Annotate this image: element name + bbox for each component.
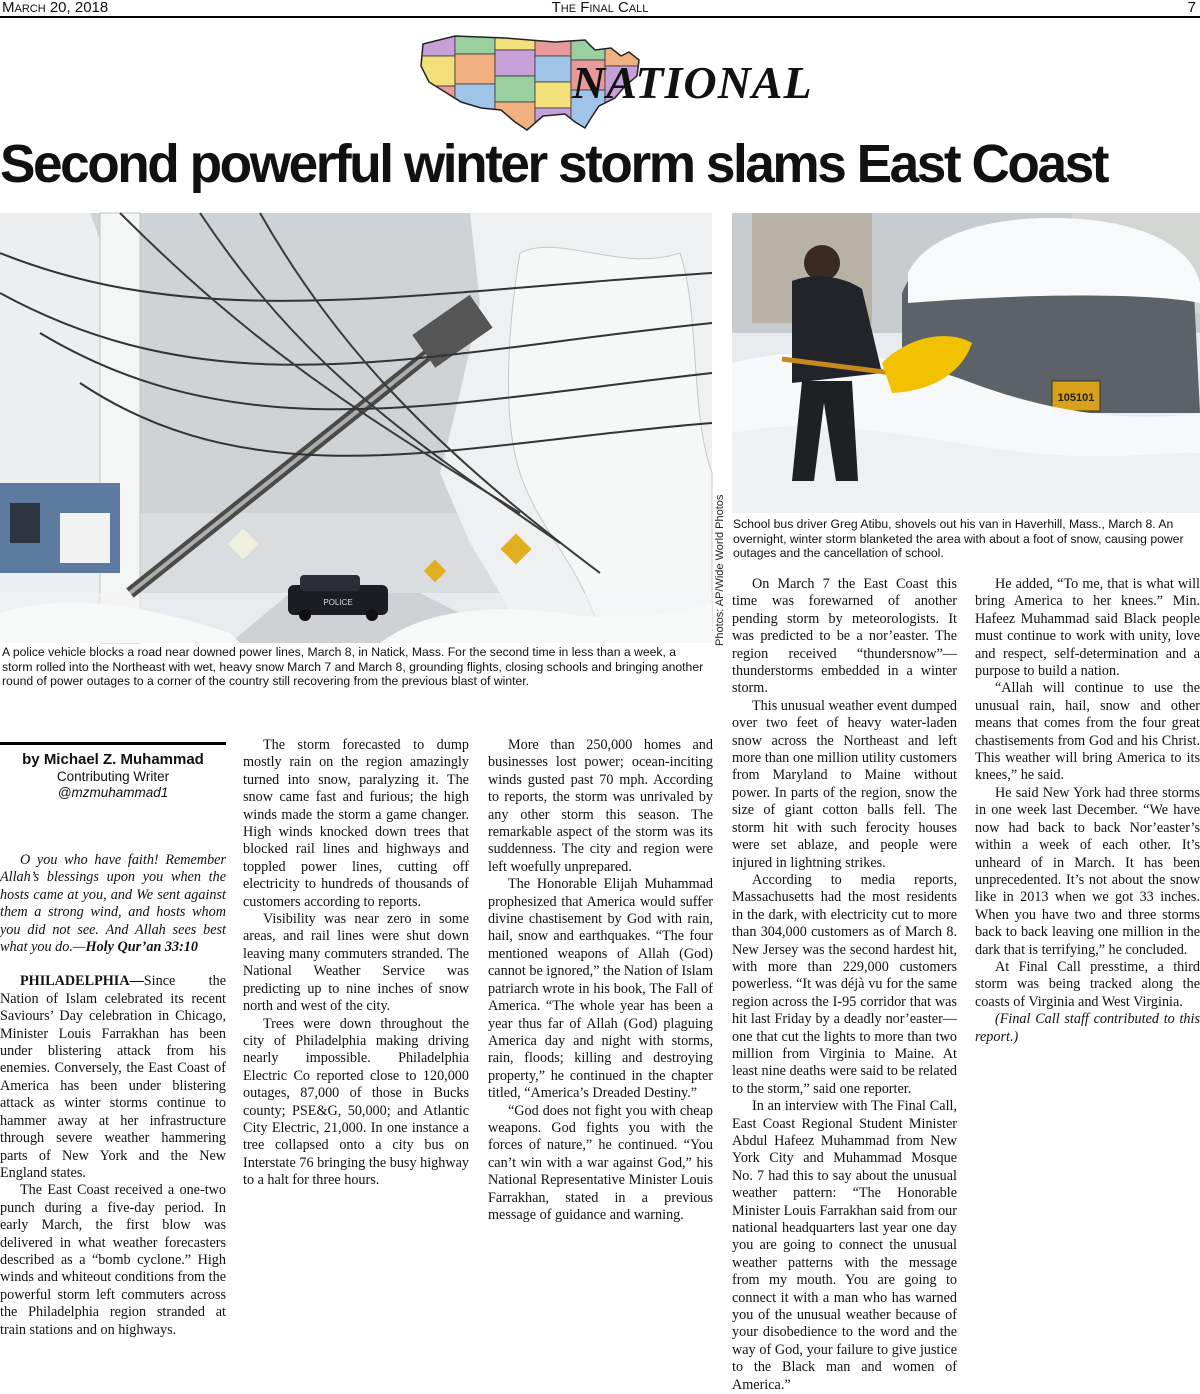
epigraph-source: Holy Qur’an 33:10 (85, 939, 198, 956)
section-title: NATIONAL (572, 57, 813, 108)
article-column-3 (488, 737, 713, 1224)
article-column-5 (975, 576, 1200, 1046)
article-column-2 (243, 737, 469, 1190)
photo-credit-text: Photos: AP/Wide World Photos (714, 494, 726, 646)
article-paragraph: More than 250,000 homes and businesses lost power; ocean-inciting winds gusted past 70 mph. According to reports, the storm was unrivaled by any other storm this season. The remarkable aspect of the storm was its suddenness. The city and region were left woefully unprepared. (488, 737, 713, 875)
epigraph (0, 852, 226, 956)
article-paragraph: “Allah will continue to use the unusual rain, hail, snow and other means that comes from the four great chastisements from God and his Christ. This weather will bring America to its knees,” he said. (975, 680, 1200, 784)
article-paragraph: This unusual weather event dumped over two feet of heavy water-laden snow across the Northeast and left more than one million utility customers from Maryland to Maine without power. In parts of the region, snow the size of giant cotton balls fell. The storm hit with such ferocity houses were set ablaze, and people were injured in lightning strikes. (732, 697, 957, 871)
article-paragraph: According to media reports, Massachusetts had the most residents in the dark, with electricity cut to more than 304,000 customers as of March 8. New Jersey was the second hardest hit, with more than 229,000 customers powerless. “It was déjà vu for the same region across the I-95 corridor that was hit last Friday by a deadly nor’easter—one that cut the lights to more than two million from Virginia to Maine. At least nine deaths were said to be related to the storm,” said one reporter. (732, 871, 957, 1097)
article-paragraph: The storm forecasted to dump mostly rain on the region amazingly turned into snow, paralyzing it. The snow came fast and furious; the high winds made the storm a game changer. High winds knocked down trees that blocked rail lines and highways and toppled power lines, cutting off electricity to hundreds of thousands of customers according to reports. (243, 737, 469, 910)
dateline: PHILADELPHIA— (20, 973, 144, 990)
issue-date: March 20, 2018 (2, 0, 109, 16)
article-paragraph: Visibility was near zero in some areas, and rail lines were shut down leaving many commuters stranded. The National Weather Service was predicting up to nine inches of snow north and west of the city. (243, 911, 469, 1015)
byline (0, 742, 226, 801)
article-paragraph: “God does not fight you with cheap weapons. God fights you with the forces of nature,” he continued. “You can’t win with a war against God,” his National Representative Minister Louis Farrakhan, stated in a previous message of guidance and warning. (488, 1102, 713, 1223)
photo-credit (712, 380, 730, 660)
caption-left: A police vehicle blocks a road near downed power lines, March 8, in Natick, Mass. For the second time in less than a week, a storm rolled into the Northeast with wet, heavy snow March 7 and March 8, grounding flights, closing schools and bringing another round of power outages to a corner of the country still recovering from the previous blast of winter. (2, 645, 704, 688)
headline: Second powerful winter storm slams East Coast (0, 134, 1107, 194)
photo-downed-power-lines (0, 213, 712, 643)
article-column-1 (0, 852, 226, 1339)
page-number: 7 (1187, 0, 1196, 16)
article-paragraph: The East Coast received a one-two punch during a five-day period. In early March, the first blow was delivered in what weather forecasters described as a “bomb cyclone.” High winds and whiteout conditions from the powerful storm left commuters across the Philadelphia region stranded at train stations and on highways. (0, 1182, 226, 1338)
article-column-4 (732, 576, 957, 1394)
epigraph-text: O you who have faith! Remember Allah’s blessings upon you when the hosts came at you, and We sent against them a strong wind, and hosts whom you did not see. And Allah sees best what you do.— (0, 852, 226, 956)
paragraph-text: Since the Nation of Islam celebrated its recent Saviours’ Day celebration in Chicago, Minister Louis Farrakhan has been under blistering attack from his enemies. Conversely, the East Coast of America has been under blistering attack as winter storms continue to hammer away at her infrastructure through severe weather hammering parts of New York and the New England states. (0, 973, 226, 1181)
contributor-note: (Final Call staff contributed to this report.) (975, 1011, 1200, 1045)
svg-text:POLICE: POLICE (323, 598, 353, 607)
article-paragraph: The Honorable Elijah Muhammad prophesized that America would suffer divine chastisement by God with rain, hail, snow and earthquakes. “The four mentioned weapons of Allah (God) cannot be ignored,” the Nation of Islam patriarch wrote in his book, The Fall of America. “The whole year has been a year thus far of Allah (God) plaguing America day and night with storms, rain, floods; killing and destroying property,” he continued in the chapter titled, “America’s Dreaded Destiny.” (488, 876, 713, 1102)
photo-shoveling-van (732, 213, 1200, 513)
article-paragraph: At Final Call presstime, a third storm was being tracked along the coasts of Virginia and West Virginia. (975, 958, 1200, 1010)
author-handle: @mzmuhammad1 (57, 785, 169, 800)
article-paragraph: Trees were down throughout the city of Philadelphia making driving nearly impossible. Philadelphia Electric Co reported close to 120,000 outages, 87,000 of those in Bucks county; PSE&G, 50,000; and Atlantic City Electric, 21,000. In one instance a tree collapsed onto a city bus on Interstate 76 bringing the busy highway to a halt for three hours. (243, 1015, 469, 1189)
author-name: by Michael Z. Muhammad (22, 751, 204, 768)
folio-bar (0, 0, 1200, 18)
caption-right: School bus driver Greg Atibu, shovels out his van in Haverhill, Mass., March 8. An overnight, winter storm blanketed the area with about a foot of snow, causing power outages and the cancellation of school. (733, 517, 1184, 560)
article-paragraph: He added, “To me, that is what will bring America to her knees.” Min. Hafeez Muhammad said Black people must continue to work with unity, love and respect, self-determination and a purpose to build a nation. (975, 576, 1200, 680)
svg-text:105101: 105101 (1057, 392, 1095, 404)
article-paragraph: In an interview with The Final Call, East Coast Regional Student Minister Abdul Hafeez Muhammad from New York City and Muhammad Mosque No. 7 had this to say about the unusual weather pattern: “The Honorable Minister Louis Farrakhan said from our national headquarters last year one day you are going to connect the unusual weather patterns with the message from my mouth. You are going to connect it with a man who has warned you of the unusual weather because of your disobedience to the word and the way of God, your failure to give justice to the Black man and women of America.” (732, 1098, 957, 1393)
article-paragraph: He said New York had three storms in one week last December. “We have now had back to back Nor’easter’s within a week of each other. It’s unheard of in March. It has been unprecedented. It’s not about the snow like in 2013 when we got 33 inches. When you have two and three storms back to back leaving one million in the dark that is terrifying,” he concluded. (975, 784, 1200, 958)
newspaper-name: The Final Call (551, 0, 649, 16)
article-paragraph (0, 973, 226, 1182)
author-role: Contributing Writer (56, 769, 170, 784)
article-paragraph: On March 7 the East Coast this time was forewarned of another pending storm by meteorologists. It was predicted to be a nor’easter. The region received “thundersnow”—thunderstorms embedded in a winter storm. (732, 576, 957, 697)
